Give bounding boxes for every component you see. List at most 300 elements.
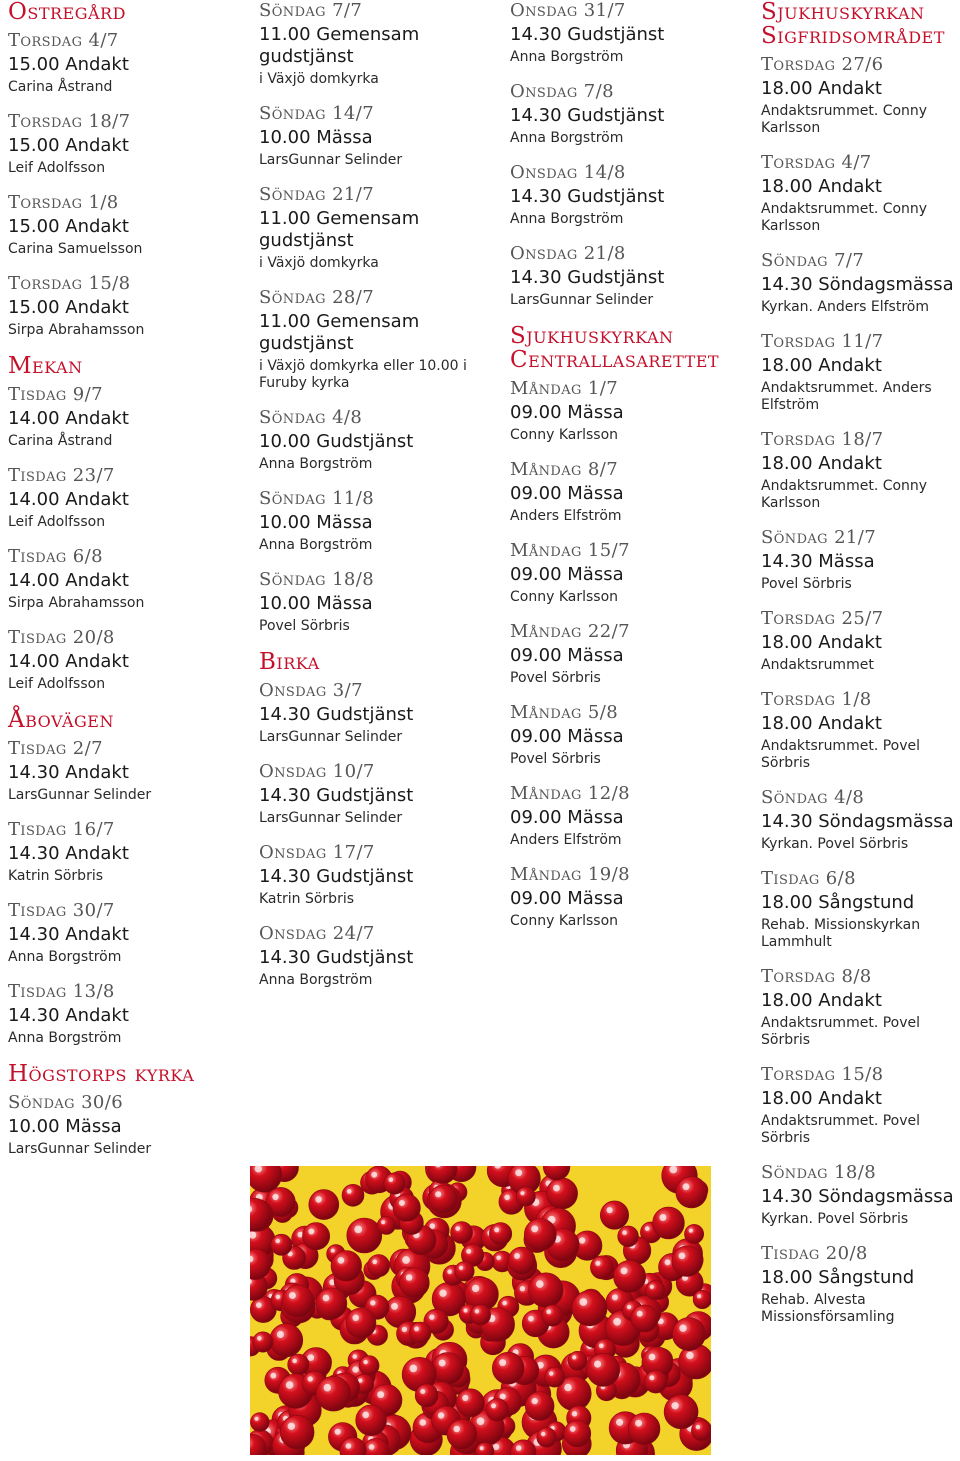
berry-highlight xyxy=(679,1325,686,1332)
event-leader: Rehab. Missionskyrkan Lammhult xyxy=(761,917,921,950)
berry-highlight xyxy=(520,1191,524,1195)
berry-highlight xyxy=(579,1298,587,1306)
berry-highlight xyxy=(362,1412,369,1419)
event-day: Söndag 4/8 xyxy=(761,787,865,808)
event-service: 14.00 Andakt xyxy=(8,489,129,510)
berry-highlight xyxy=(679,1253,686,1260)
currant-berry xyxy=(672,1318,705,1351)
event-leader: Anders Elfström xyxy=(510,832,622,848)
currant-berry xyxy=(568,1351,587,1370)
berry-highlight xyxy=(389,1177,394,1182)
event-day: Torsdag 15/8 xyxy=(761,1064,884,1085)
berry-highlight xyxy=(402,1327,407,1332)
event-day: Söndag 21/7 xyxy=(259,184,375,205)
schedule-section xyxy=(8,708,244,1047)
event-service: 15.00 Andakt xyxy=(8,135,129,156)
currant-berry xyxy=(516,1187,535,1206)
berry-highlight xyxy=(352,1315,359,1322)
event-item xyxy=(259,488,495,554)
berry-highlight xyxy=(381,1220,385,1224)
berry-highlight xyxy=(438,1412,444,1418)
berry-highlight xyxy=(430,1223,436,1229)
berry-highlight xyxy=(289,1292,296,1299)
currant-berry xyxy=(572,1291,607,1326)
event-leader: Anna Borgström xyxy=(259,972,373,988)
currant-berry xyxy=(587,1353,620,1386)
berry-highlight xyxy=(649,1375,654,1380)
event-day: Söndag 18/8 xyxy=(259,569,375,590)
currant-berry xyxy=(529,1273,564,1308)
berry-highlight xyxy=(352,1354,357,1359)
currant-berry xyxy=(546,1178,577,1209)
event-item xyxy=(510,459,746,525)
event-leader: Anna Borgström xyxy=(259,537,373,553)
schedule-column-2 xyxy=(259,0,495,1004)
currant-berry xyxy=(303,1223,330,1250)
berry-highlight xyxy=(607,1207,613,1213)
berry-highlight xyxy=(595,1261,600,1266)
event-service: 18.00 Andakt xyxy=(761,632,882,653)
event-item xyxy=(8,111,244,177)
schedule-section xyxy=(8,0,244,339)
event-service: 14.30 Gudstjänst xyxy=(510,186,665,207)
event-day: Söndag 21/7 xyxy=(761,527,877,548)
event-day: Söndag 7/7 xyxy=(761,250,865,271)
event-day: Torsdag 18/7 xyxy=(8,111,131,132)
berry-highlight xyxy=(671,1402,678,1409)
event-leader: Sirpa Abrahamsson xyxy=(8,322,145,338)
event-service: 14.30 Gudstjänst xyxy=(259,704,414,725)
event-service: 11.00 Gemensam gudstjänst xyxy=(259,24,420,67)
currant-berry xyxy=(368,1255,390,1277)
currant-berry xyxy=(288,1354,309,1375)
berry-highlight xyxy=(564,1384,572,1392)
berry-highlight xyxy=(650,1285,654,1289)
event-item xyxy=(8,1092,244,1158)
berry-highlight xyxy=(307,1354,314,1361)
event-service: 14.30 Gudstjänst xyxy=(259,785,414,806)
section-heading: Åbovägen xyxy=(8,707,114,733)
currant-berry xyxy=(271,1234,292,1255)
red-currants-photo xyxy=(250,1166,711,1455)
event-day: Torsdag 1/8 xyxy=(8,192,119,213)
event-service: 18.00 Sångstund xyxy=(761,1267,915,1288)
event-service: 10.00 Gudstjänst xyxy=(259,431,414,452)
schedule-column-3 xyxy=(510,0,746,945)
event-service: 14.30 Gudstjänst xyxy=(510,267,665,288)
event-service: 14.30 Gudstjänst xyxy=(259,866,414,887)
event-service: 14.30 Mässa xyxy=(761,551,875,572)
event-item xyxy=(510,864,746,930)
section-heading: Högstorps kyrka xyxy=(8,1061,195,1087)
berry-highlight xyxy=(463,1308,467,1312)
event-service: 09.00 Mässa xyxy=(510,645,624,666)
event-item xyxy=(510,162,746,228)
berry-highlight xyxy=(429,1315,434,1320)
event-item xyxy=(259,923,495,989)
berry-highlight xyxy=(459,1266,463,1270)
currant-berry xyxy=(628,1413,660,1445)
event-leader: LarsGunnar Selinder xyxy=(8,1141,152,1157)
event-day: Tisdag 20/8 xyxy=(8,627,115,648)
berry-highlight xyxy=(354,1226,362,1234)
currant-berry xyxy=(524,1219,556,1251)
event-service: 18.00 Andakt xyxy=(761,453,882,474)
berry-highlight xyxy=(528,1316,534,1322)
currant-berry xyxy=(545,1367,565,1387)
berry-highlight xyxy=(553,1185,560,1192)
berry-highlight xyxy=(475,1309,479,1313)
currant-berry xyxy=(470,1305,490,1325)
berry-highlight xyxy=(419,1419,426,1426)
berry-highlight xyxy=(570,1426,576,1432)
currant-berry xyxy=(359,1356,379,1376)
event-leader: Andaktsrummet. Povel Sörbris xyxy=(761,738,921,771)
event-leader: Povel Sörbris xyxy=(510,751,601,767)
currant-berry xyxy=(451,1222,473,1244)
currant-berry xyxy=(691,1421,711,1441)
section-heading: Sjukhuskyrkan Sigfridsområdet xyxy=(761,0,945,49)
event-service: 15.00 Andakt xyxy=(8,216,129,237)
event-service: 09.00 Mässa xyxy=(510,483,624,504)
berry-highlight xyxy=(455,1226,460,1231)
event-service: 14.30 Andakt xyxy=(8,924,129,945)
event-service: 14.30 Andakt xyxy=(8,762,129,783)
berry-highlight xyxy=(491,1403,496,1408)
event-leader: Katrin Sörbris xyxy=(259,891,355,907)
berry-highlight xyxy=(665,1259,671,1265)
currant-berry xyxy=(384,1173,405,1194)
berry-highlight xyxy=(399,1200,405,1206)
event-day: Söndag 11/8 xyxy=(259,488,375,509)
berry-highlight xyxy=(254,1417,258,1421)
event-leader: i Växjö domkyrka eller 10.00 i Furuby kyrka xyxy=(259,358,467,391)
event-service: 10.00 Mässa xyxy=(8,1116,122,1137)
event-item xyxy=(8,465,244,531)
berry-highlight xyxy=(414,1327,419,1332)
schedule-section xyxy=(8,354,244,693)
event-leader: Carina Samuelsson xyxy=(8,241,143,257)
event-item xyxy=(510,702,746,768)
event-item xyxy=(8,273,244,339)
event-leader: LarsGunnar Selinder xyxy=(259,729,403,745)
currant-berry xyxy=(253,1332,273,1352)
event-item xyxy=(510,243,746,309)
event-service: 14.30 Andakt xyxy=(8,1005,129,1026)
event-item xyxy=(761,868,960,951)
berry-highlight xyxy=(377,1391,384,1398)
berry-highlight xyxy=(515,1169,522,1176)
event-service: 09.00 Mässa xyxy=(510,726,624,747)
currant-berry xyxy=(492,1352,524,1384)
event-leader: i Växjö domkyrka xyxy=(259,255,379,271)
berry-highlight xyxy=(308,1229,314,1235)
event-service: 18.00 Andakt xyxy=(761,355,882,376)
event-item xyxy=(761,1162,960,1228)
berry-highlight xyxy=(635,1420,642,1427)
currant-berry xyxy=(645,1371,668,1394)
event-item xyxy=(259,103,495,169)
currant-berry xyxy=(316,1376,351,1411)
event-service: 14.30 Gudstjänst xyxy=(510,105,665,126)
event-day: Tisdag 6/8 xyxy=(761,868,856,889)
event-item xyxy=(8,192,244,258)
berry-highlight xyxy=(277,1331,284,1338)
event-leader: Conny Karlsson xyxy=(510,427,619,443)
event-day: Måndag 5/8 xyxy=(510,702,619,723)
currant-berry xyxy=(676,1177,707,1208)
event-item xyxy=(259,680,495,746)
berry-highlight xyxy=(406,1274,413,1281)
event-day: Onsdag 3/7 xyxy=(259,680,363,701)
event-service: 18.00 Andakt xyxy=(761,713,882,734)
berry-highlight xyxy=(256,1302,262,1308)
event-leader: Andaktsrummet. Conny Karlsson xyxy=(761,103,928,136)
berry-highlight xyxy=(270,1373,276,1379)
currant-berry xyxy=(250,1413,269,1432)
currant-berry xyxy=(542,1305,563,1326)
event-leader: Kyrkan. Povel Sörbris xyxy=(761,1211,909,1227)
event-item xyxy=(8,981,244,1047)
event-leader: Conny Karlsson xyxy=(510,913,619,929)
event-service: 15.00 Andakt xyxy=(8,297,129,318)
section-heading: Sjukhuskyrkan Centrallasarettet xyxy=(510,323,720,373)
event-service: 14.30 Söndagsmässa xyxy=(761,1186,954,1207)
berry-highlight xyxy=(697,1294,701,1298)
currant-berry xyxy=(489,1223,511,1245)
event-day: Onsdag 17/7 xyxy=(259,842,375,863)
berry-highlight xyxy=(536,1280,544,1288)
berry-highlight xyxy=(420,1389,425,1394)
event-item xyxy=(259,761,495,827)
berry-highlight xyxy=(499,1359,506,1366)
berry-highlight xyxy=(594,1361,601,1368)
event-item xyxy=(259,569,495,635)
event-service: 14.30 Andakt xyxy=(8,843,129,864)
event-item xyxy=(761,966,960,1049)
berry-highlight xyxy=(622,1230,627,1235)
event-service: 14.30 Gudstjänst xyxy=(259,947,414,968)
berry-highlight xyxy=(324,1384,332,1392)
currant-berry xyxy=(309,1190,339,1220)
berry-highlight xyxy=(532,1398,538,1404)
currant-berry xyxy=(347,1218,382,1253)
berry-highlight xyxy=(331,1249,335,1253)
event-item xyxy=(510,81,746,147)
event-leader: Carina Åstrand xyxy=(8,79,113,95)
currant-berry xyxy=(455,1262,475,1282)
currant-berry xyxy=(342,1184,364,1206)
berry-highlight xyxy=(572,1355,576,1359)
event-service: 14.00 Andakt xyxy=(8,408,129,429)
event-item xyxy=(510,540,746,606)
currant-berry xyxy=(486,1399,509,1422)
berry-highlight xyxy=(599,1343,604,1348)
berry-highlight xyxy=(286,1381,294,1389)
event-day: Måndag 1/7 xyxy=(510,378,619,399)
event-leader: Leif Adolfsson xyxy=(8,676,106,692)
event-item xyxy=(761,1064,960,1147)
event-item xyxy=(259,842,495,908)
currant-berry xyxy=(631,1305,658,1332)
currant-berry xyxy=(537,1428,557,1448)
event-service: 14.00 Andakt xyxy=(8,651,129,672)
event-leader: Kyrkan. Povel Sörbris xyxy=(761,836,909,852)
event-item xyxy=(761,787,960,853)
event-leader: Anna Borgström xyxy=(259,456,373,472)
event-day: Tisdag 6/8 xyxy=(8,546,103,567)
berry-highlight xyxy=(462,1395,468,1401)
event-service: 09.00 Mässa xyxy=(510,564,624,585)
berry-highlight xyxy=(504,1195,510,1201)
event-day: Onsdag 7/8 xyxy=(510,81,614,102)
event-day: Söndag 28/7 xyxy=(259,287,375,308)
event-leader: Carina Åstrand xyxy=(8,433,113,449)
event-leader: Anna Borgström xyxy=(8,1030,122,1046)
event-item xyxy=(259,407,495,473)
event-item xyxy=(510,783,746,849)
berry-highlight xyxy=(391,1303,398,1310)
berry-highlight xyxy=(338,1257,345,1264)
berry-highlight xyxy=(627,1305,631,1309)
berry-highlight xyxy=(369,1444,375,1450)
berry-highlight xyxy=(516,1445,522,1451)
event-leader: Anna Borgström xyxy=(510,211,624,227)
event-service: 14.00 Andakt xyxy=(8,570,129,591)
berry-highlight xyxy=(370,1300,375,1305)
berry-highlight xyxy=(514,1253,520,1259)
berry-highlight xyxy=(363,1360,367,1364)
event-leader: Anna Borgström xyxy=(510,49,624,65)
schedule-column-1 xyxy=(8,0,244,1173)
event-item xyxy=(8,819,244,885)
currant-berry xyxy=(646,1281,665,1300)
schedule-section xyxy=(761,0,960,1326)
berry-highlight xyxy=(335,1429,341,1435)
event-day: Tisdag 2/7 xyxy=(8,738,103,759)
schedule-section xyxy=(259,650,495,989)
berry-highlight xyxy=(308,1376,313,1381)
berry-highlight xyxy=(649,1354,656,1361)
currant-berry xyxy=(280,1415,314,1449)
currant-berry xyxy=(393,1194,420,1221)
event-item xyxy=(8,738,244,804)
event-service: 10.00 Mässa xyxy=(259,593,373,614)
event-day: Måndag 12/8 xyxy=(510,783,630,804)
currant-berry xyxy=(377,1216,395,1234)
event-item xyxy=(259,0,495,88)
event-leader: Anders Elfström xyxy=(510,508,622,524)
event-leader: Andaktsrummet. Conny Karlsson xyxy=(761,478,928,511)
schedule-section xyxy=(259,0,495,635)
event-service: 09.00 Mässa xyxy=(510,888,624,909)
berry-highlight xyxy=(346,1443,352,1449)
berry-highlight xyxy=(410,1365,418,1373)
currant-berry xyxy=(346,1308,376,1338)
currant-berry xyxy=(447,1419,477,1449)
berry-highlight xyxy=(315,1196,322,1203)
event-day: Onsdag 10/7 xyxy=(259,761,375,782)
event-day: Torsdag 8/8 xyxy=(761,966,872,987)
event-leader: Povel Sörbris xyxy=(761,576,852,592)
event-service: 11.00 Gemensam gudstjänst xyxy=(259,311,420,354)
event-service: 14.30 Söndagsmässa xyxy=(761,811,954,832)
event-item xyxy=(761,429,960,512)
event-leader: Anna Borgström xyxy=(510,130,624,146)
berry-highlight xyxy=(288,1423,295,1430)
event-service: 15.00 Andakt xyxy=(8,54,129,75)
event-service: 10.00 Mässa xyxy=(259,512,373,533)
section-heading: Mekan xyxy=(8,353,83,379)
event-day: Onsdag 31/7 xyxy=(510,0,626,21)
currant-berry xyxy=(672,1246,703,1277)
event-day: Torsdag 11/7 xyxy=(761,331,884,352)
event-day: Tisdag 13/8 xyxy=(8,981,115,1002)
currant-berry xyxy=(693,1290,711,1308)
event-leader: Sirpa Abrahamsson xyxy=(8,595,145,611)
event-day: Måndag 22/7 xyxy=(510,621,630,642)
event-item xyxy=(761,689,960,772)
currant-berry xyxy=(590,1256,613,1279)
berry-highlight xyxy=(477,1417,485,1425)
currant-berry xyxy=(614,1260,646,1292)
berry-highlight xyxy=(683,1183,690,1190)
event-leader: LarsGunnar Selinder xyxy=(8,787,152,803)
event-day: Torsdag 15/8 xyxy=(8,273,131,294)
event-service: 11.00 Gemensam gudstjänst xyxy=(259,208,420,251)
event-leader: Andaktsrummet. Povel Sörbris xyxy=(761,1015,921,1048)
event-day: Onsdag 24/7 xyxy=(259,923,375,944)
event-item xyxy=(259,287,495,392)
event-service: 18.00 Andakt xyxy=(761,176,882,197)
berry-highlight xyxy=(347,1189,352,1194)
berry-highlight xyxy=(546,1309,551,1314)
event-leader: Rehab. Alvesta Missionsförsamling xyxy=(761,1292,895,1325)
event-service: 14.30 Gudstjänst xyxy=(510,24,665,45)
currant-berry xyxy=(316,1288,347,1319)
berry-highlight xyxy=(572,1411,577,1416)
currant-berry xyxy=(618,1226,639,1247)
berry-highlight xyxy=(689,1229,693,1233)
event-item xyxy=(259,184,495,272)
event-item xyxy=(8,384,244,450)
berry-highlight xyxy=(616,1419,623,1426)
event-day: Måndag 15/7 xyxy=(510,540,630,561)
currant-berry xyxy=(429,1185,457,1213)
currant-berry xyxy=(270,1324,303,1357)
berry-highlight xyxy=(613,1318,621,1326)
berry-highlight xyxy=(480,1446,484,1450)
berry-highlight xyxy=(439,1360,446,1367)
berry-highlight xyxy=(453,1426,460,1433)
event-leader: Conny Karlsson xyxy=(510,589,619,605)
event-leader: Povel Sörbris xyxy=(510,670,601,686)
event-day: Tisdag 23/7 xyxy=(8,465,115,486)
event-item xyxy=(8,30,244,96)
event-leader: LarsGunnar Selinder xyxy=(259,810,403,826)
event-day: Söndag 7/7 xyxy=(259,0,363,21)
event-item xyxy=(510,378,746,444)
event-leader: i Växjö domkyrka xyxy=(259,71,379,87)
event-service: 18.00 Andakt xyxy=(761,990,882,1011)
event-item xyxy=(8,546,244,612)
event-service: 09.00 Mässa xyxy=(510,807,624,828)
section-heading: Östregård xyxy=(8,0,126,25)
event-day: Måndag 19/8 xyxy=(510,864,630,885)
currant-berry xyxy=(282,1285,314,1317)
schedule-section xyxy=(8,1062,244,1158)
berry-highlight xyxy=(472,1285,479,1292)
